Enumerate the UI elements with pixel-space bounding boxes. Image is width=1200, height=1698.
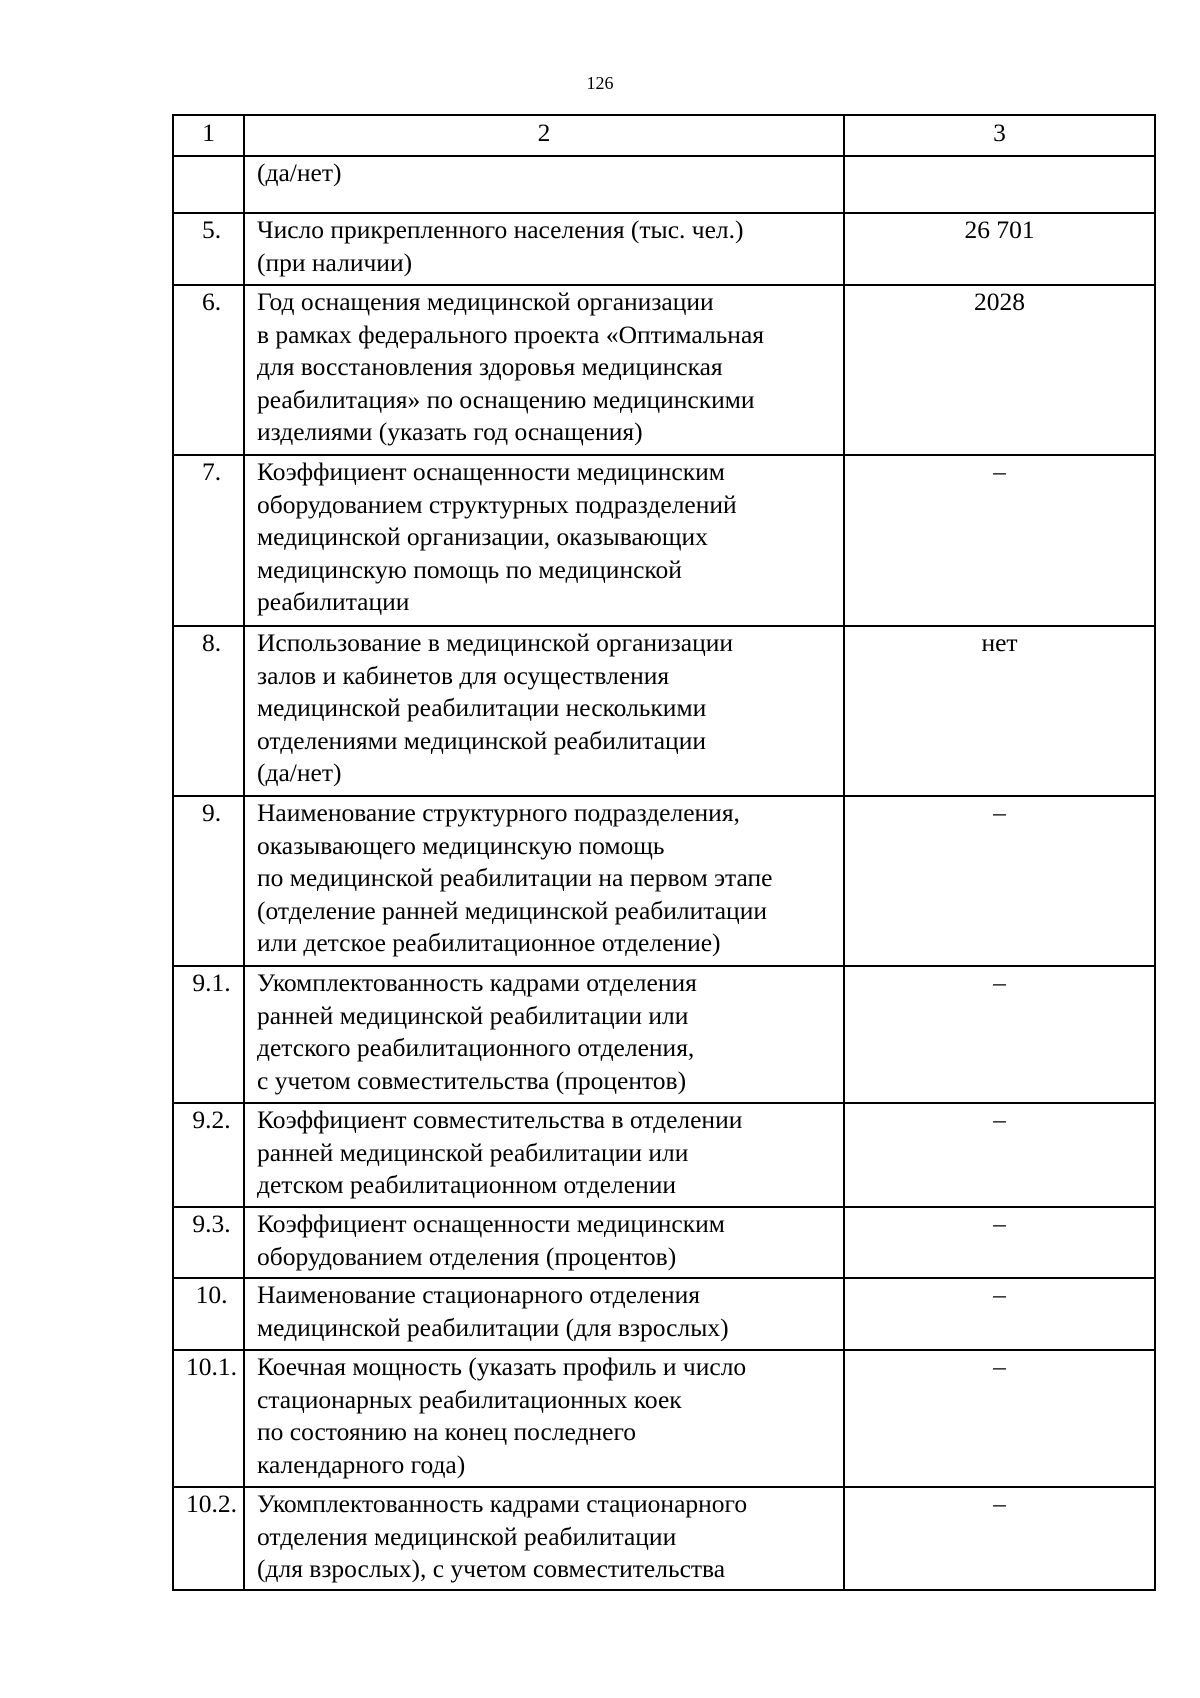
row-description: Коэффициент совместительства в отделении ранней медицинской реабилитации или детском реабилитационном отделении: [244, 1103, 844, 1207]
row-description: Коэффициент оснащенности медицинским оборудованием структурных подразделений медицинской организации, оказывающих медицинскую помощь по медицинской реабилитации: [244, 455, 844, 626]
row-description: Число прикрепленного населения (тыс. чел.) (при наличии): [244, 213, 844, 285]
document-table: [172, 114, 1156, 1591]
row-description: Год оснащения медицинской организации в рамках федерального проекта «Оптимальная для восстановления здоровья медицинская реабилитация» по оснащению медицинскими изделиями (указать год оснащения): [244, 285, 844, 455]
page-number: 126: [586, 73, 614, 93]
row-number: 9.3.: [173, 1207, 244, 1278]
row-number: 10.1.: [173, 1350, 244, 1487]
row-number: [173, 156, 244, 213]
row-description: Укомплектованность кадрами отделения ранней медицинской реабилитации или детского реабилитационного отделения, с учетом совместительства (процентов): [244, 966, 844, 1103]
row-description: (да/нет): [244, 156, 844, 213]
row-number: 5.: [173, 213, 244, 285]
row-description: Наименование структурного подразделения, оказывающего медицинскую помощь по медицинской реабилитации на первом этапе (отделение ранней медицинской реабилитации или детское реабилитационное отделение): [244, 796, 844, 966]
row-value: –: [844, 796, 1155, 966]
header-col-2: 2: [244, 115, 844, 156]
table-row: [173, 1487, 1155, 1590]
table-row: [173, 796, 1155, 966]
table-row: [173, 156, 1155, 213]
table-row: [173, 455, 1155, 626]
table-row: [173, 966, 1155, 1103]
row-number: 8.: [173, 626, 244, 796]
row-value: –: [844, 455, 1155, 626]
row-value: –: [844, 1350, 1155, 1487]
row-value: –: [844, 1207, 1155, 1278]
row-description: Укомплектованность кадрами стационарного отделения медицинской реабилитации (для взрослых), с учетом совместительства: [244, 1487, 844, 1590]
row-number: 10.: [173, 1278, 244, 1350]
row-value: –: [844, 1103, 1155, 1207]
table-row: [173, 1207, 1155, 1278]
row-number: 7.: [173, 455, 244, 626]
row-description: Использование в медицинской организации залов и кабинетов для осуществления медицинской реабилитации несколькими отделениями медицинской реабилитации (да/нет): [244, 626, 844, 796]
row-value: [844, 156, 1155, 213]
row-number: 9.2.: [173, 1103, 244, 1207]
header-col-1: 1: [173, 115, 244, 156]
row-number: 6.: [173, 285, 244, 455]
row-value: 2028: [844, 285, 1155, 455]
table-row: [173, 1103, 1155, 1207]
row-number: 9.: [173, 796, 244, 966]
table-row: [173, 213, 1155, 285]
row-description: Коэффициент оснащенности медицинским оборудованием отделения (процентов): [244, 1207, 844, 1278]
table-row: [173, 1278, 1155, 1350]
table-row: [173, 1350, 1155, 1487]
row-value: –: [844, 1487, 1155, 1590]
header-col-3: 3: [844, 115, 1155, 156]
row-number: 9.1.: [173, 966, 244, 1103]
row-value: 26 701: [844, 213, 1155, 285]
table-row: [173, 285, 1155, 455]
row-value: нет: [844, 626, 1155, 796]
row-number: 10.2.: [173, 1487, 244, 1590]
row-value: –: [844, 1278, 1155, 1350]
row-value: –: [844, 966, 1155, 1103]
table-row: [173, 626, 1155, 796]
table-header-row: [173, 115, 1155, 156]
row-description: Коечная мощность (указать профиль и число стационарных реабилитационных коек по состоянию на конец последнего календарного года): [244, 1350, 844, 1487]
row-description: Наименование стационарного отделения медицинской реабилитации (для взрослых): [244, 1278, 844, 1350]
